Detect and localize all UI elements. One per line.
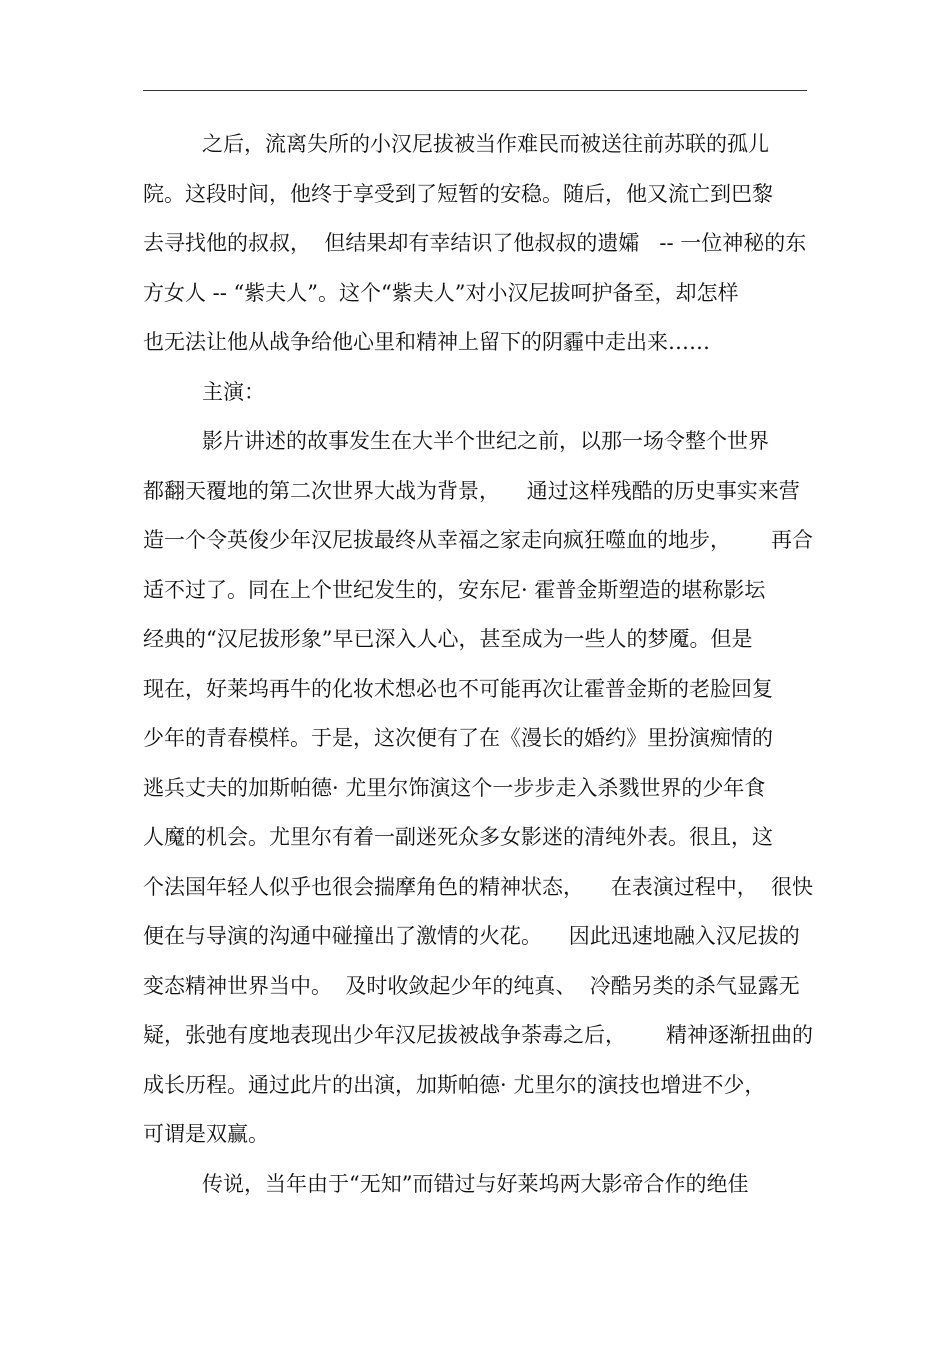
text-line: 个法国年轻人似乎也很会揣摩角色的精神状态， 在表演过程中， 很快: [143, 874, 814, 899]
text-line: 传说，当年由于“无知”而错过与好莱坞两大影帝合作的绝佳: [202, 1171, 749, 1196]
text-line: 现在，好莱坞再牛的化妆术想必也不可能再次让霍普金斯的老脸回复: [143, 676, 773, 701]
text-line: 影片讲述的故事发生在大半个世纪之前，以那一场令整个世界: [202, 429, 769, 453]
text-line: 之后，流离失所的小汉尼拔被当作难民而被送往前苏联的孤儿: [202, 132, 769, 156]
text-line: 成长历程。通过此片的出演，加斯帕德· 尤里尔的演技也增进不少，: [143, 1072, 766, 1097]
text-line: 院。这段时间，他终于享受到了短暂的安稳。随后，他又流亡到巴黎: [143, 181, 773, 206]
text-line: 也无法让他从战争给他心里和精神上留下的阴霾中走出来……: [143, 330, 710, 354]
text-line: 主演：: [202, 379, 265, 404]
text-line: 经典的“汉尼拔形象”早已深入人心，甚至成为一些人的梦魇。但是: [143, 627, 753, 651]
text-line: 疑，张弛有度地表现出少年汉尼拔被战争荼毒之后， 精神逐渐扭曲的: [143, 1023, 814, 1047]
text-line: 变态精神世界当中。 及时收敛起少年的纯真、 冷酷另类的杀气显露无: [143, 973, 800, 998]
header-rule: [143, 90, 807, 91]
text-line: 造一个令英俊少年汉尼拔最终从幸福之家走向疯狂噬血的地步， 再合: [143, 528, 814, 552]
text-line: 都翻天覆地的第二次世界大战为背景， 通过这样残酷的历史事实来营: [143, 478, 800, 503]
body-text: [143, 120, 813, 1209]
text-line: 可谓是双赢。: [143, 1122, 269, 1146]
text-line: 逃兵丈夫的加斯帕德· 尤里尔饰演这个一步步走入杀戮世界的少年食: [143, 775, 766, 800]
text-line: 去寻找他的叔叔， 但结果却有幸结识了他叔叔的遗孀 -- 一位神秘的东: [143, 231, 807, 255]
text-line: 便在与导演的沟通中碰撞出了激情的火花。 因此迅速地融入汉尼拔的: [143, 924, 800, 948]
text-line: 适不过了。同在上个世纪发生的，安东尼· 霍普金斯塑造的堪称影坛: [143, 577, 766, 602]
text-line: 少年的青春模样。于是，这次便有了在《漫长的婚约》里扮演痴情的: [143, 726, 773, 750]
text-line: 方女人 -- “紫夫人”。这个“紫夫人”对小汉尼拔呵护备至，却怎样: [143, 280, 739, 305]
text-line: 人魔的机会。尤里尔有着一副迷死众多女影迷的清纯外表。很且，这: [143, 825, 773, 849]
